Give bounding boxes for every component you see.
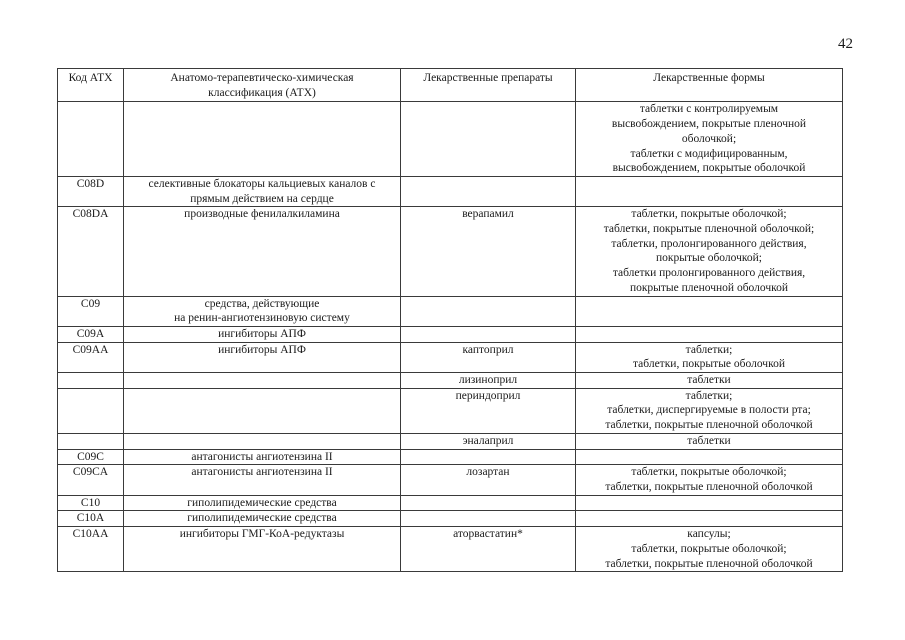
table-row [58,495,843,511]
table-body [58,102,843,572]
header-row [58,69,843,102]
cell-atx-code [58,373,124,389]
cell-drug [401,296,576,326]
cell-drug [401,102,576,177]
cell-dosage-form: таблетки, покрытые оболочкой; таблетки, покрытые пленочной оболочкой; таблетки, пролонгированного действия, покрытые оболочкой; таблетки пролонгированного действия, покрытые пленочной оболочкой [576,207,843,296]
header-dosage-forms: Лекарственные формы [576,69,843,102]
cell-atx-code [58,433,124,449]
header-atx-classification: Анатомо-терапевтическо-химическая классификация (АТХ) [124,69,401,102]
table-row [58,326,843,342]
table-row [58,465,843,495]
cell-atx-code: C10A [58,511,124,527]
cell-classification: производные фенилалкиламина [124,207,401,296]
cell-atx-code [58,388,124,433]
table-row [58,373,843,389]
cell-dosage-form: таблетки с контролируемым высвобождением, покрытые пленочной оболочкой; таблетки с модифицированным, высвобождением, покрытые оболочкой [576,102,843,177]
cell-classification: антагонисты ангиотензина II [124,465,401,495]
cell-atx-code: C09AA [58,342,124,372]
cell-drug [401,326,576,342]
cell-dosage-form [576,296,843,326]
cell-drug [401,495,576,511]
cell-dosage-form [576,176,843,206]
page-number: 42 [838,36,853,52]
cell-classification: гиполипидемические средства [124,495,401,511]
cell-atx-code: C08D [58,176,124,206]
cell-dosage-form: таблетки; таблетки, покрытые оболочкой [576,342,843,372]
cell-drug: эналаприл [401,433,576,449]
cell-classification: ингибиторы ГМГ-КоА-редуктазы [124,527,401,572]
cell-classification [124,433,401,449]
cell-atx-code: C08DA [58,207,124,296]
cell-atx-code: C10 [58,495,124,511]
atx-table [57,68,843,572]
table-header [58,69,843,102]
cell-dosage-form: таблетки; таблетки, диспергируемые в полости рта; таблетки, покрытые пленочной оболочкой [576,388,843,433]
cell-dosage-form: таблетки [576,433,843,449]
cell-atx-code: C09CA [58,465,124,495]
table-row [58,433,843,449]
cell-drug: верапамил [401,207,576,296]
table-row [58,527,843,572]
table-row [58,207,843,296]
cell-drug [401,449,576,465]
cell-atx-code: C09A [58,326,124,342]
cell-drug: лизиноприл [401,373,576,389]
cell-classification: селективные блокаторы кальциевых каналов с прямым действием на сердце [124,176,401,206]
cell-classification [124,388,401,433]
cell-dosage-form: таблетки, покрытые оболочкой; таблетки, покрытые пленочной оболочкой [576,465,843,495]
header-drugs: Лекарственные препараты [401,69,576,102]
cell-drug: аторвастатин* [401,527,576,572]
cell-drug: периндоприл [401,388,576,433]
table-row [58,296,843,326]
cell-drug [401,176,576,206]
cell-classification: антагонисты ангиотензина II [124,449,401,465]
table-row [58,449,843,465]
cell-classification: средства, действующие на ренин-ангиотензиновую систему [124,296,401,326]
cell-drug: лозартан [401,465,576,495]
cell-classification: ингибиторы АПФ [124,342,401,372]
cell-dosage-form [576,449,843,465]
cell-atx-code: C09C [58,449,124,465]
cell-dosage-form: таблетки [576,373,843,389]
table-row [58,176,843,206]
cell-dosage-form [576,495,843,511]
cell-classification [124,102,401,177]
cell-atx-code: C09 [58,296,124,326]
table-row [58,342,843,372]
cell-atx-code [58,102,124,177]
table-row [58,388,843,433]
table-row [58,511,843,527]
cell-classification: гиполипидемические средства [124,511,401,527]
cell-classification [124,373,401,389]
cell-drug [401,511,576,527]
cell-classification: ингибиторы АПФ [124,326,401,342]
cell-dosage-form [576,326,843,342]
cell-drug: каптоприл [401,342,576,372]
cell-atx-code: C10AA [58,527,124,572]
table-row [58,102,843,177]
cell-dosage-form [576,511,843,527]
cell-dosage-form: капсулы; таблетки, покрытые оболочкой; таблетки, покрытые пленочной оболочкой [576,527,843,572]
header-atx-code: Код АТХ [58,69,124,102]
